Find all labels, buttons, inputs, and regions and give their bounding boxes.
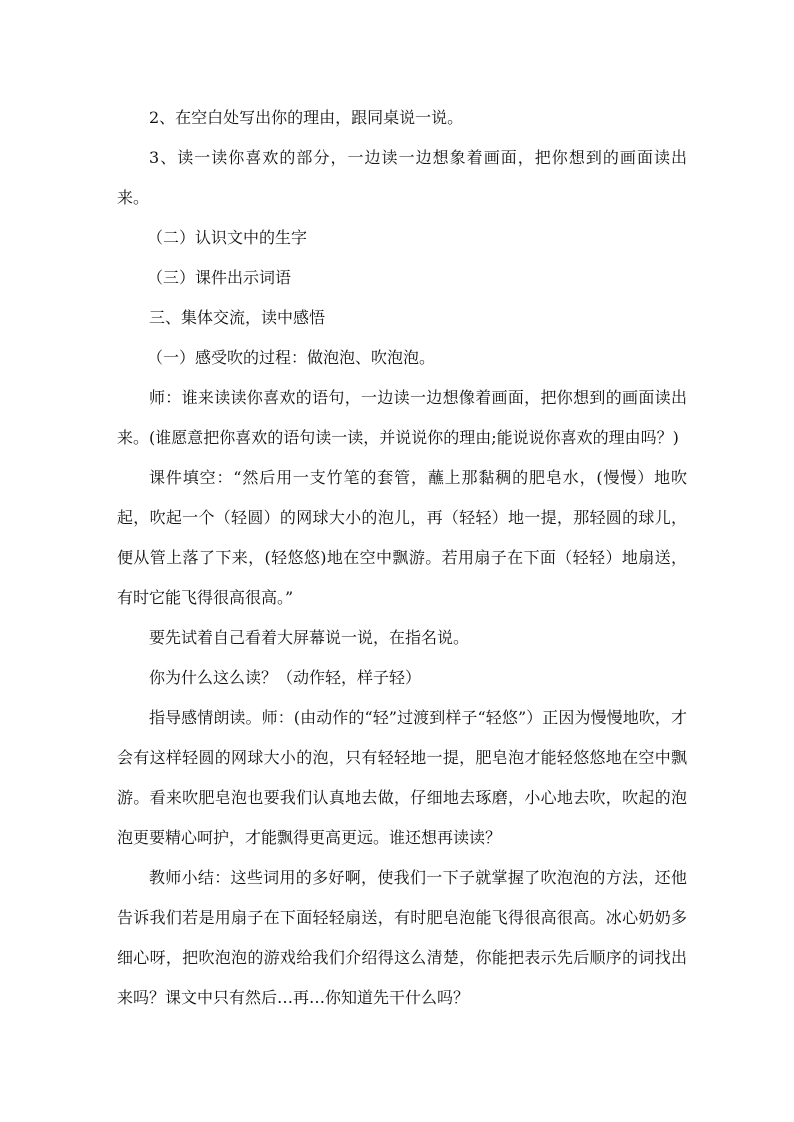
paragraph-courseware-fill: 课件填空：“然后用一支竹笔的套管，蘸上那黏稠的肥皂水，(慢慢）地吹起，吹起一个（轻圆）的网球大小的泡儿，再（轻轻）地一提，那轻圆的球儿，便从管上落了下来，(轻悠悠)地在空中飘游。若用扇子在下面（轻轻）地扇送，有时它能飞得很高很高。”: [117, 468, 687, 607]
paragraph-read-favorite: 3、读一读你喜欢的部分，一边读一边想象着画面，把你想到的画面读出来。: [117, 148, 687, 207]
paragraph-why-read: 你为什么这么读？（动作轻，样子轻）: [149, 668, 422, 687]
paragraph-heading-collective: 三、集体交流，读中感悟: [149, 308, 326, 327]
paragraph-screen-practice: 要先试着自己看着大屏幕说一说，在指名说。: [149, 628, 470, 647]
paragraph-section-two: （二）认识文中的生字: [147, 228, 308, 247]
paragraph-reason-instruction: 2、在空白处写出你的理由，跟同桌说一说。: [149, 108, 464, 127]
paragraph-feel-blowing: （一）感受吹的过程：做泡泡、吹泡泡。: [147, 348, 436, 367]
paragraph-section-three: （三）课件出示词语: [147, 268, 292, 287]
paragraph-teacher-summary: 教师小结：这些词用的多好啊，使我们一下子就掌握了吹泡泡的方法，还他告诉我们若是用扇子在下面轻轻扇送，有时肥皂泡能飞得很高很高。冰心奶奶多细心呀，把吹泡泡的游戏给我们介绍得这么清楚，你能把表示先后顺序的词找出来吗？课文中只有然后…再…你知道先干什么吗？: [117, 868, 687, 1007]
paragraph-teacher-question: 师：谁来读读你喜欢的语句，一边读一边想像着画面，把你想到的画面读出来。(谁愿意把你喜欢的语句读一读，并说说你的理由;能说说你喜欢的理由吗？): [117, 388, 687, 447]
document-body: [117, 98, 687, 1018]
paragraph-emotional-reading: 指导感情朗读。师：(由动作的“轻”过渡到样子“轻悠”）正因为慢慢地吹，才会有这样轻圆的网球大小的泡，只有轻轻地一提，肥皂泡才能轻悠悠地在空中飘游。看来吹肥皂泡也要我们认真地去做，仔细地去琢磨，小心地去吹，吹起的泡泡更要精心呵护，才能飘得更高更远。谁还想再读读？: [117, 708, 687, 847]
